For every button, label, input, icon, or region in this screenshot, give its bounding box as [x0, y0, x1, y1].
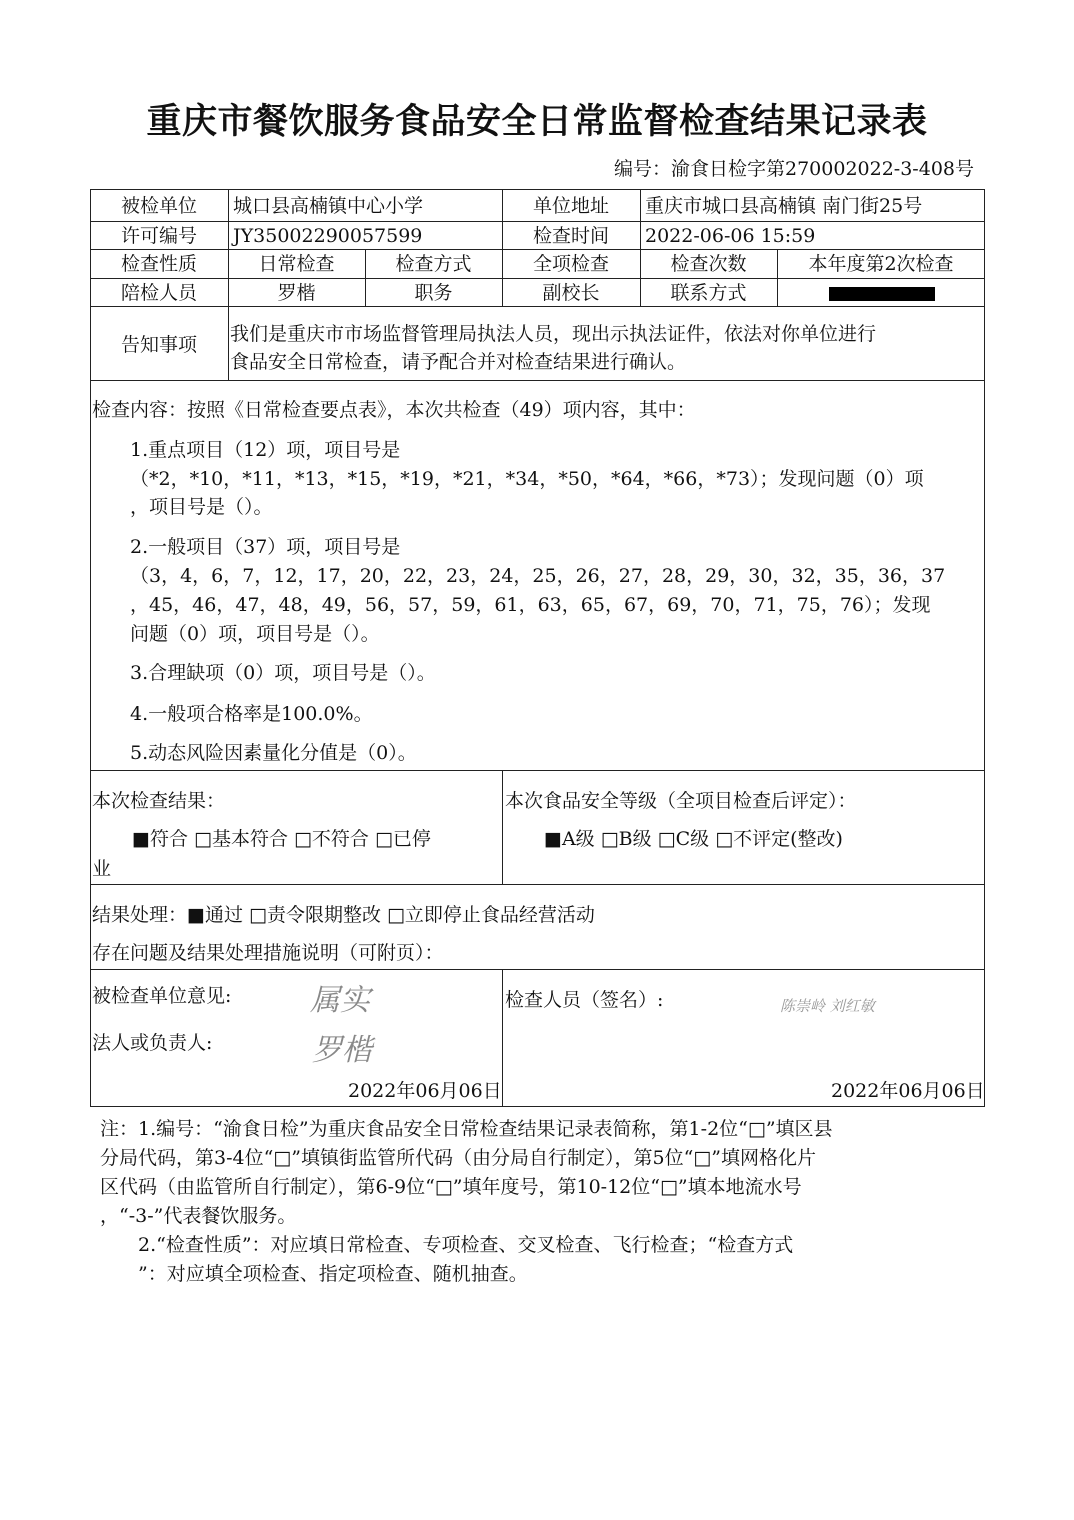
note-1-line-2: 分局代码，第3-4位“□”填镇街监管所代码（由分局自行制定），第5位“□”填网格化片 [100, 1147, 816, 1169]
result-label: 本次检查结果： [92, 790, 226, 812]
handling-explain: 存在问题及结果处理措施说明（可附页）： [92, 942, 444, 964]
position-label: 职务 [414, 282, 453, 304]
handling-result: 结果处理：■通过 □责令限期整改 □立即停止食品经营活动 [92, 904, 595, 926]
license-label: 许可编号 [120, 225, 197, 247]
result-options-wrap: 业 [92, 858, 112, 880]
unit-value: 城口县高楠镇中心小学 [233, 195, 424, 217]
escort-value: 罗楷 [277, 282, 316, 304]
method-value: 全项检查 [532, 253, 609, 275]
inspector-signature-text: 陈崇岭 刘红敏 [780, 997, 875, 1015]
general-items-line-2: （3，4，6，7，12，17，20，22，23，24，25，26，27，28，29，30，32，35，36，37 [130, 565, 946, 587]
row-line [90, 278, 985, 279]
nature-value: 日常检查 [258, 253, 335, 275]
inspector-label: 检查人员（签名）: [505, 989, 664, 1011]
key-items-line-2: （*2，*10，*11，*13，*15，*19，*21，*34，*50，*64，*66，*73）；发现问题（0）项 [130, 468, 924, 490]
note-1-line-3: 区代码（由监管所自行制定），第6-9位“□”填年度号，第10-12位“□”填本地流水号 [100, 1176, 802, 1198]
note-2-line-1: 2.“检查性质”：对应填日常检查、专项检查、交叉检查、飞行检查；“检查方式 [138, 1234, 794, 1256]
document-title: 重庆市餐饮服务食品安全日常监督检查结果记录表 [146, 102, 928, 142]
note-2-line-2: ”：对应填全项检查、指定项检查、随机抽查。 [138, 1263, 528, 1285]
escort-label: 陪检人员 [120, 282, 197, 304]
row-line [90, 770, 985, 771]
unit-opinion-signature-text: 属实 [310, 983, 370, 1018]
row-line [90, 884, 985, 885]
contact-redacted-block [829, 287, 935, 301]
address-value: 重庆市城口县高楠镇 南门街25号 [645, 195, 923, 217]
legal-person-label: 法人或负责人: [92, 1032, 213, 1054]
left-sign-date: 2022年06月06日 [348, 1080, 502, 1102]
note-1-line-1: 注：1.编号：“渝食日检”为重庆食品安全日常检查结果记录表简称，第1-2位“□”填区县 [100, 1118, 833, 1140]
notice-line-1: 我们是重庆市市场监督管理局执法人员，现出示执法证件，依法对你单位进行 [230, 323, 877, 345]
key-items-line-1: 1.重点项目（12）项，项目号是 [130, 439, 401, 461]
unit-opinion-signature [310, 978, 400, 1020]
right-sign-date: 2022年06月06日 [831, 1080, 985, 1102]
nature-label: 检查性质 [120, 253, 197, 275]
count-value: 本年度第2次检查 [808, 253, 954, 275]
unit-label: 被检单位 [120, 195, 197, 217]
legal-person-signature [312, 1026, 402, 1070]
time-value: 2022-06-06 15:59 [645, 225, 816, 247]
grade-label: 本次食品安全等级（全项目检查后评定）： [505, 790, 857, 812]
inspector-signature [780, 990, 910, 1020]
general-items-line-3: ，45，46，47，48，49，56，57，59，61，63，65，67，69，70，71，75，76）；发现 [130, 594, 931, 616]
row-line [90, 221, 985, 222]
time-label: 检查时间 [532, 225, 609, 247]
col-line [502, 969, 503, 1107]
legal-person-signature-text: 罗楷 [312, 1033, 372, 1068]
notice-label: 告知事项 [120, 334, 197, 356]
row-line [90, 380, 985, 381]
note-1-line-4: ，“-3-”代表餐饮服务。 [100, 1205, 297, 1227]
count-label: 检查次数 [670, 253, 747, 275]
row-line [90, 249, 985, 250]
contact-label: 联系方式 [670, 282, 747, 304]
position-value: 副校长 [542, 282, 600, 304]
general-items-line-4: 问题（0）项，项目号是（）。 [130, 623, 380, 645]
grade-options: ■A级 □B级 □C级 □不评定(整改) [544, 828, 843, 850]
method-label: 检查方式 [395, 253, 472, 275]
address-label: 单位地址 [532, 195, 609, 217]
notice-line-2: 食品安全日常检查，请予配合并对检查结果进行确认。 [230, 351, 687, 373]
content-intro: 检查内容：按照《日常检查要点表》，本次共检查（49）项内容，其中： [92, 399, 696, 421]
document-number: 编号：渝食日检字第270002022-3-408号 [614, 158, 974, 180]
col-line [502, 770, 503, 884]
result-options: ■符合 □基本符合 □不符合 □已停 [132, 828, 431, 850]
risk-score: 5.动态风险因素量化分值是（0）。 [130, 742, 417, 764]
row-line [90, 969, 985, 970]
general-items-line-1: 2.一般项目（37）项，项目号是 [130, 536, 401, 558]
key-items-line-3: ，项目号是（）。 [130, 496, 273, 518]
license-value: JY35002290057599 [233, 225, 423, 247]
unit-opinion-label: 被检查单位意见: [92, 985, 232, 1007]
reasonable-missing: 3.合理缺项（0）项，项目号是（）。 [130, 662, 436, 684]
pass-rate: 4.一般项合格率是100.0%。 [130, 703, 373, 725]
row-line [90, 306, 985, 307]
